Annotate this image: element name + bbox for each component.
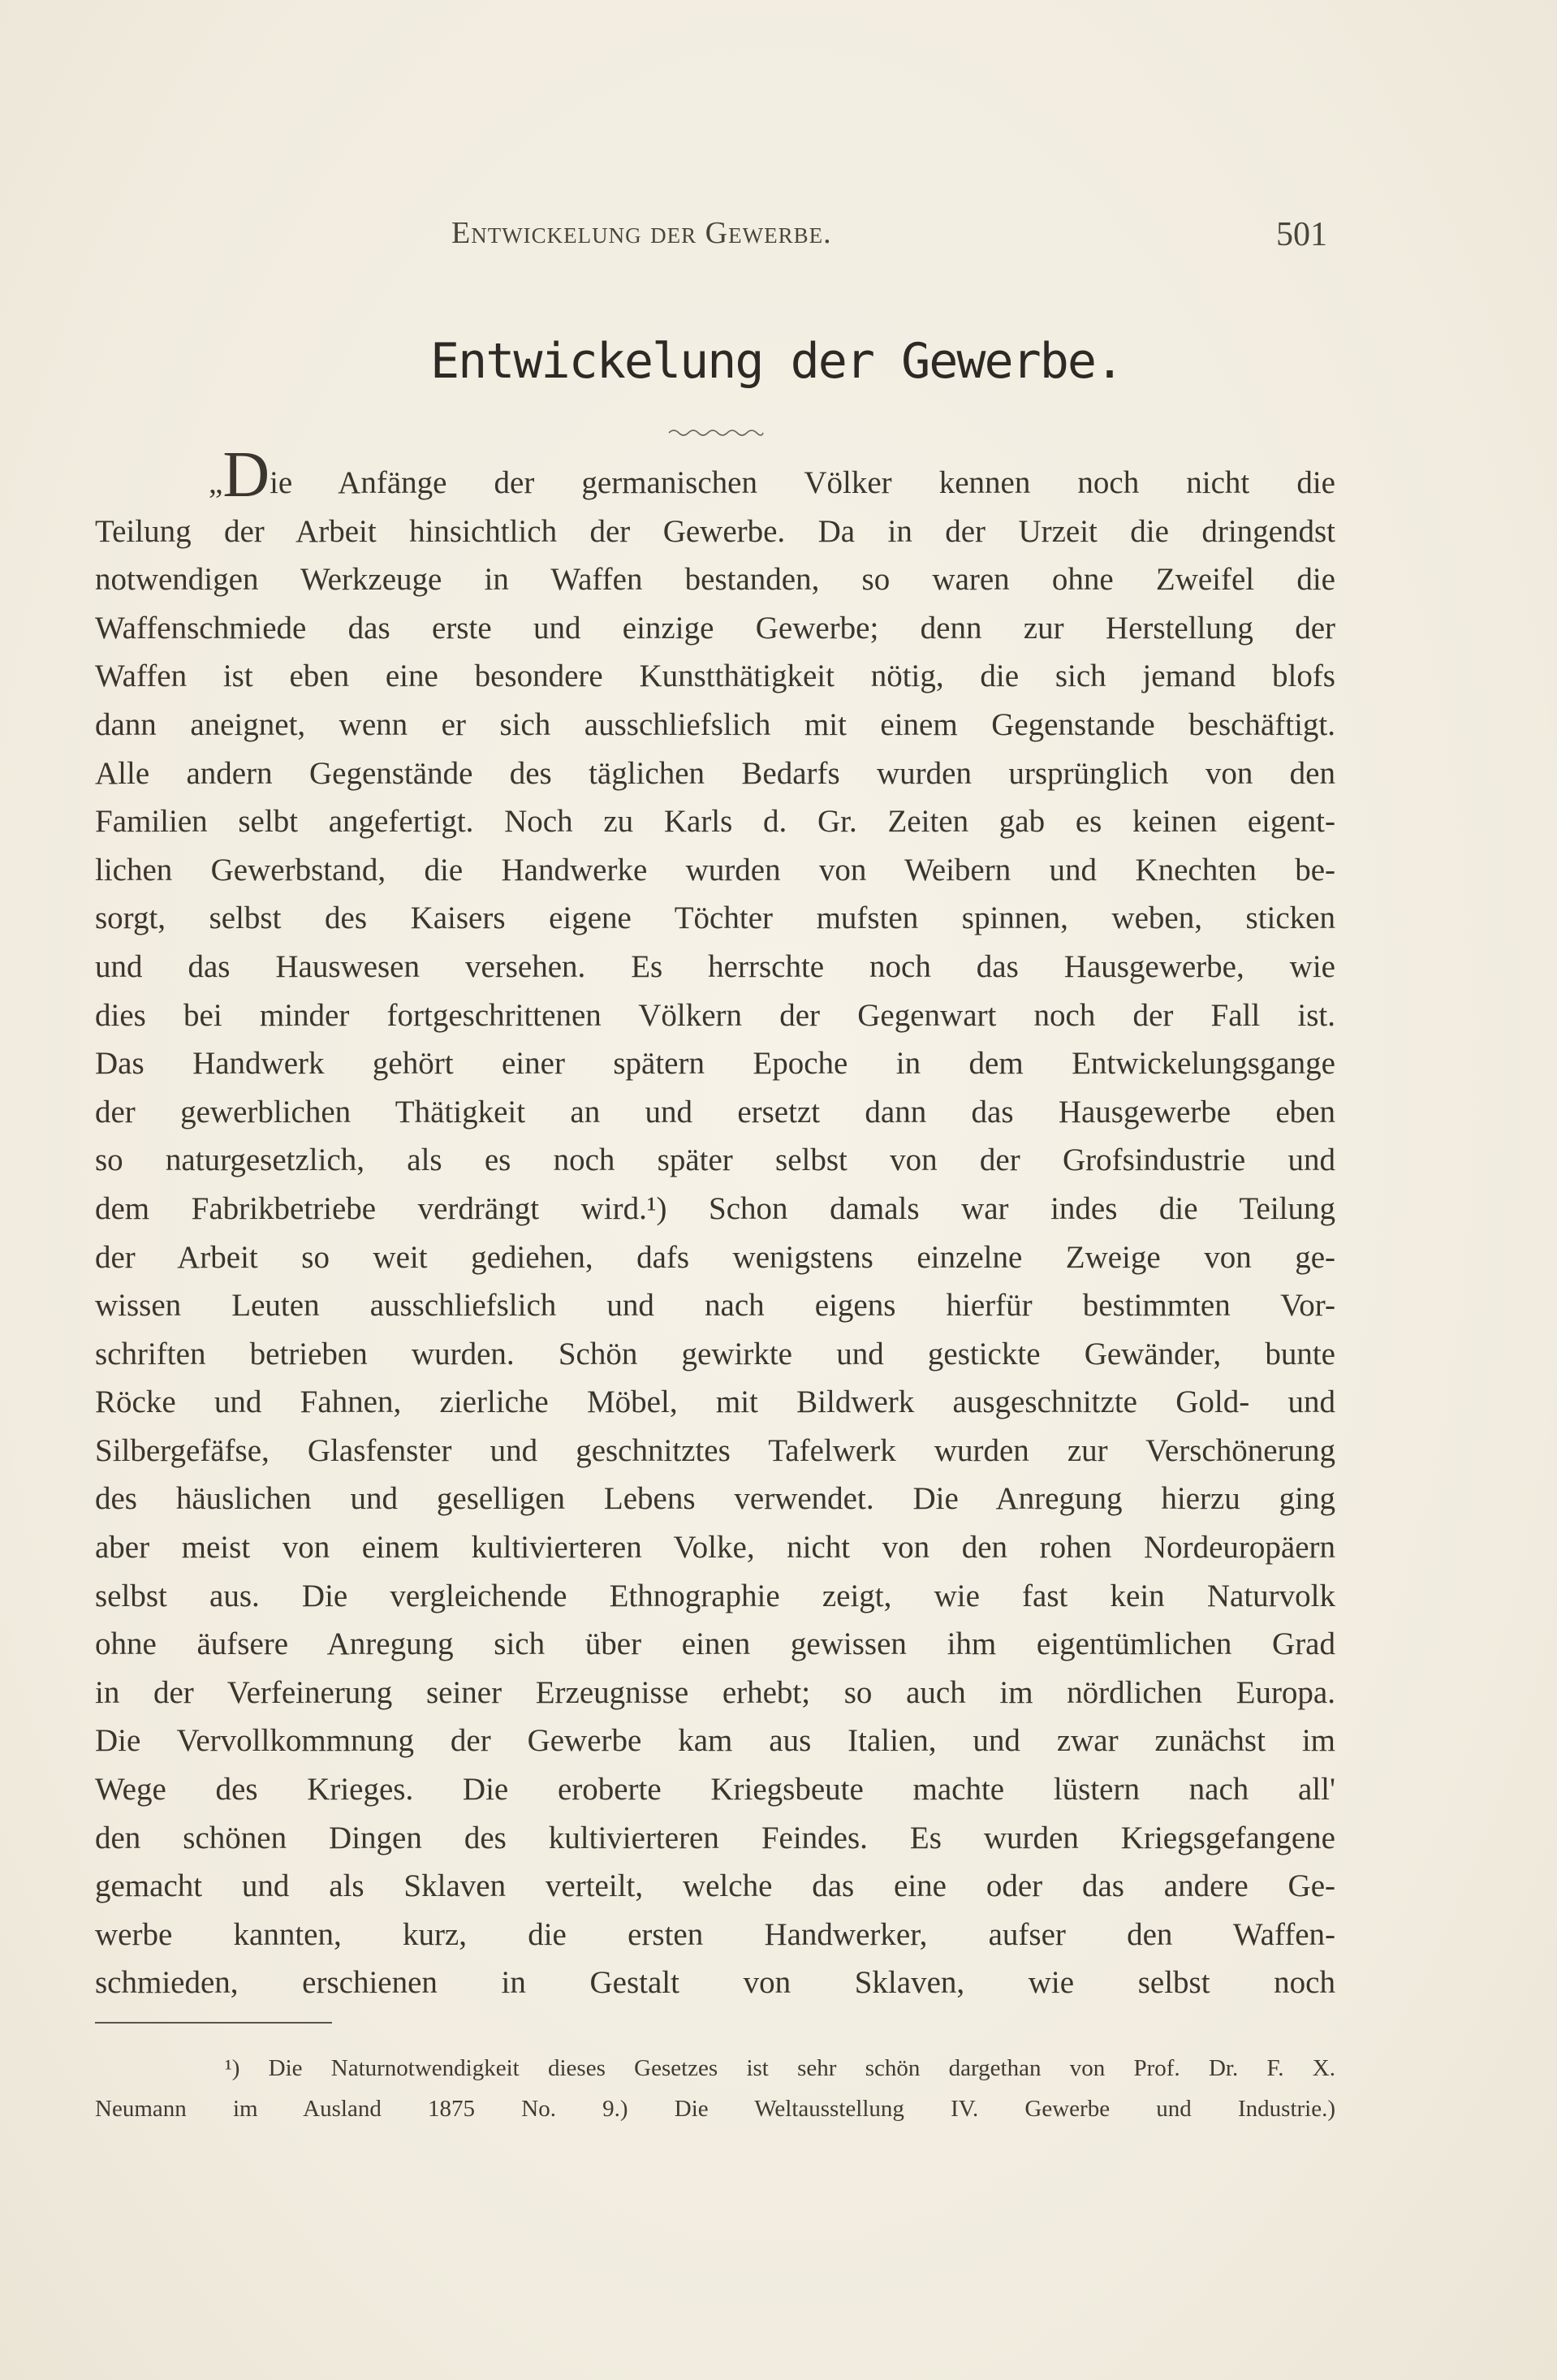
text-line: dann aneignet, wenn er sich ausschliefslich mit einem Gegenstande beschäftigt.: [95, 706, 1335, 742]
opening-quote: „: [209, 465, 223, 500]
text-line: und das Hauswesen versehen. Es herrschte noch das Hausgewerbe, wie: [95, 948, 1335, 984]
footnote-line: ¹) Die Naturnotwendigkeit dieses Gesetzes ist sehr schön dargethan von Prof. Dr. F. X.: [225, 2055, 1335, 2081]
line-text: ie Anfänge der germanischen Völker kennen noch nicht die: [270, 465, 1335, 500]
body-text: [95, 439, 1335, 2007]
text-line: ohne äufsere Anregung sich über einen gewissen ihm eigentümlichen Grad: [95, 1626, 1335, 1662]
text-line: Röcke und Fahnen, zierliche Möbel, mit Bildwerk ausgeschnitzte Gold- und: [95, 1384, 1335, 1420]
text-line: Alle andern Gegenstände des täglichen Bedarfs wurden ursprünglich von den: [95, 755, 1335, 791]
text-line: so naturgesetzlich, als es noch später selbst von der Grofsindustrie und: [95, 1142, 1335, 1178]
text-line: Das Handwerk gehört einer spätern Epoche in dem Entwickelungsgange: [95, 1046, 1335, 1082]
text-line: sorgt, selbst des Kaisers eigene Töchter mufsten spinnen, weben, sticken: [95, 901, 1335, 936]
running-head: Entwickelung der Gewerbe.: [451, 216, 832, 250]
text-line: notwendigen Werkzeuge in Waffen bestanden, so waren ohne Zweifel die: [95, 562, 1335, 598]
text-line: der Arbeit so weit gediehen, dafs wenigstens einzelne Zweige von ge-: [95, 1239, 1335, 1275]
footnotes: [95, 2048, 1335, 2129]
text-line: der gewerblichen Thätigkeit an und ersetzt dann das Hausgewerbe eben: [95, 1094, 1335, 1130]
text-line: Familien selbt angefertigt. Noch zu Karls d. Gr. Zeiten gab es keinen eigent-: [95, 804, 1335, 840]
text-line: Waffenschmiede das erste und einzige Gewerbe; denn zur Herstellung der: [95, 610, 1335, 646]
text-line: wissen Leuten ausschliefslich und nach eigens hierfür bestimmten Vor-: [95, 1288, 1335, 1324]
drop-cap: D: [222, 439, 270, 511]
text-line: des häuslichen und geselligen Lebens verwendet. Die Anregung hierzu ging: [95, 1481, 1335, 1517]
chapter-title: Entwickelung der Gewerbe.: [430, 333, 1124, 390]
page-number: 501: [1276, 216, 1327, 253]
text-line: Wege des Krieges. Die eroberte Kriegsbeute machte lüstern nach all': [95, 1772, 1335, 1808]
text-line: Die Vervollkommnung der Gewerbe kam aus Italien, und zwar zunächst im: [95, 1723, 1335, 1759]
text-line: [95, 439, 1335, 511]
text-line: schriften betrieben wurden. Schön gewirkte und gestickte Gewänder, bunte: [95, 1336, 1335, 1371]
text-line: in der Verfeinerung seiner Erzeugnisse erhebt; so auch im nördlichen Europa.: [95, 1674, 1335, 1710]
text-line: gemacht und als Sklaven verteilt, welche das eine oder das andere Ge-: [95, 1868, 1335, 1904]
footnote-divider: [95, 2022, 332, 2024]
text-line: Teilung der Arbeit hinsichtlich der Gewerbe. Da in der Urzeit die dringendst: [95, 513, 1335, 549]
text-line: aber meist von einem kultivierteren Volke, nicht von den rohen Nordeuropäern: [95, 1530, 1335, 1566]
text-line: Waffen ist eben eine besondere Kunstthätigkeit nötig, die sich jemand blofs: [95, 659, 1335, 694]
text-line: dem Fabrikbetriebe verdrängt wird.¹) Schon damals war indes die Teilung: [95, 1190, 1335, 1226]
text-line: den schönen Dingen des kultivierteren Feindes. Es wurden Kriegsgefangene: [95, 1820, 1335, 1855]
text-line: schmieden, erschienen in Gestalt von Sklaven, wie selbst noch: [95, 1965, 1335, 2001]
text-line: Silbergefäfse, Glasfenster und geschnitztes Tafelwerk wurden zur Verschönerung: [95, 1432, 1335, 1468]
text-line: lichen Gewerbstand, die Handwerke wurden von Weibern und Knechten be-: [95, 852, 1335, 888]
text-line: werbe kannten, kurz, die ersten Handwerker, aufser den Waffen-: [95, 1916, 1335, 1952]
title-ornament-icon: [667, 425, 765, 440]
text-line: dies bei minder fortgeschrittenen Völkern der Gegenwart noch der Fall ist.: [95, 997, 1335, 1033]
text-line: selbst aus. Die vergleichende Ethnographie zeigt, wie fast kein Naturvolk: [95, 1578, 1335, 1613]
footnote-line: Neumann im Ausland 1875 No. 9.) Die Weltausstellung IV. Gewerbe und Industrie.): [95, 2096, 1335, 2122]
